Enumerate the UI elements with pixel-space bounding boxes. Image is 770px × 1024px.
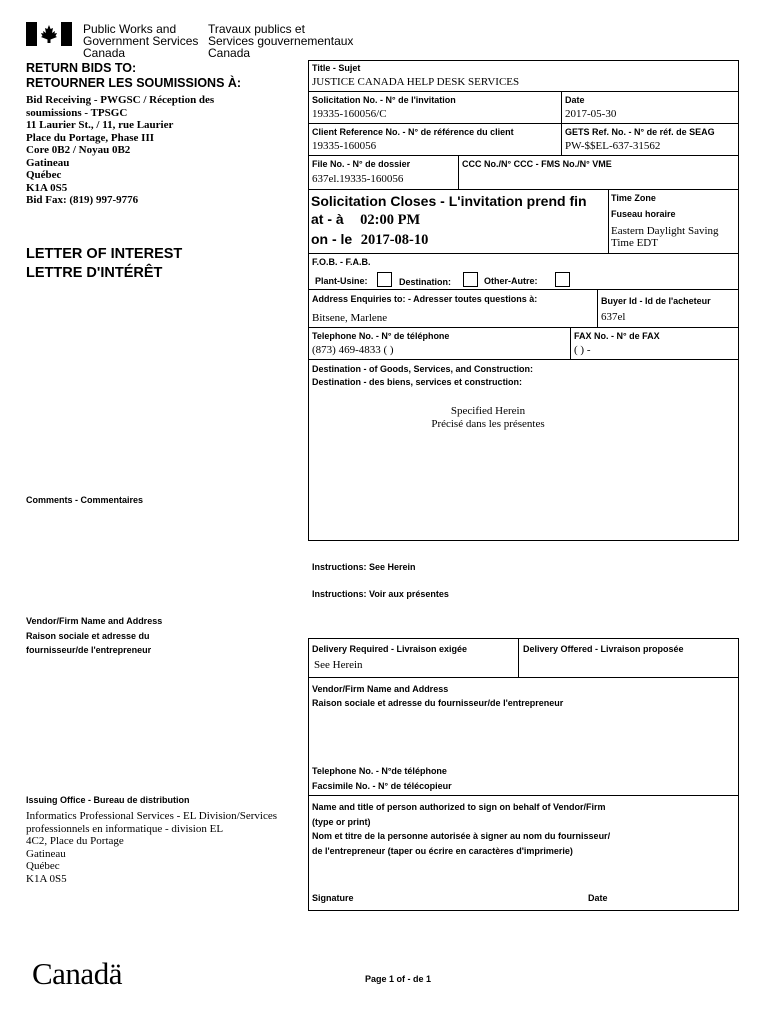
department-name-fr (208, 23, 353, 59)
dept-fr-line: Canada (208, 46, 251, 60)
authorized-signer-line: (type or print) (312, 816, 371, 827)
address-line: soumissions - TPSGC (26, 106, 128, 119)
destination-goods-value (308, 405, 668, 431)
other-checkbox[interactable] (555, 272, 570, 287)
return-bids-address (26, 94, 214, 207)
gets-value: PW-$$EL-637-31562 (565, 140, 661, 152)
other-label: Other-Autre: (484, 276, 538, 286)
return-bids-title-en: RETURN BIDS TO: (26, 61, 137, 75)
issuing-office-address (26, 810, 277, 885)
timezone-value-line: Eastern Daylight Saving (611, 225, 719, 237)
vendor-firm-label (26, 614, 162, 658)
issuing-office-line: Québec (26, 860, 60, 872)
file-label: File No. - N° de dossier (312, 159, 411, 169)
document-title-fr: LETTRE D'INTÉRÊT (26, 265, 163, 281)
comments-label: Comments - Commentaires (26, 495, 144, 505)
vendor-firm-label-line: Vendor/Firm Name and Address (26, 616, 163, 626)
vendor-firm-label-line: fournisseur/de l'entrepreneur (26, 645, 152, 655)
bid-fax: Bid Fax: (819) 997-9776 (26, 194, 139, 206)
address-enquiries-value: Bitsene, Marlene (312, 312, 388, 324)
department-name-en (83, 23, 198, 59)
canada-wordmark: Canadä (32, 956, 122, 991)
title-value: JUSTICE CANADA HELP DESK SERVICES (312, 76, 520, 88)
issuing-office-label: Issuing Office - Bureau de distribution (26, 795, 190, 805)
telephone-label: Telephone No. - N° de téléphone (312, 331, 450, 341)
fob-label: F.O.B. - F.A.B. (312, 257, 371, 267)
address-line: Gatineau (26, 156, 70, 169)
instructions-en: Instructions: See Herein (312, 562, 416, 572)
closes-date-value: 2017-08-10 (360, 232, 429, 248)
return-bids-title-fr: RETOURNER LES SOUMISSIONS À: (26, 76, 242, 90)
solicitation-value: 19335-160056/C (312, 108, 387, 120)
issuing-office-line: Informatics Professional Services - EL Division/Services (26, 810, 278, 822)
closes-title: Solicitation Closes - L'invitation prend fin (311, 193, 587, 209)
issuing-office-line: 4C2, Place du Portage (26, 835, 124, 847)
buyer-label: Buyer Id - Id de l'acheteur (601, 296, 711, 306)
delivery-required-value: See Herein (314, 659, 363, 671)
closes-on-label: on - le (311, 231, 353, 247)
authorized-signer-line: Name and title of person authorized to sign on behalf of Vendor/Firm (312, 802, 606, 812)
authorized-signer-label (312, 800, 610, 858)
dept-en-line: Government Services (83, 34, 199, 48)
vendor-name-address-label-fr: Raison sociale et adresse du fournisseur/de l'entrepreneur (312, 698, 564, 708)
delivery-offered-label: Delivery Offered - Livraison proposée (523, 644, 684, 654)
address-line: Bid Receiving - PWGSC / Réception des (26, 94, 215, 106)
vendor-name-address-label-en: Vendor/Firm Name and Address (312, 684, 449, 694)
address-line: Place du Portage, Phase III (26, 131, 155, 144)
authorized-signer-line: Nom et titre de la personne autorisée à signer au nom du fournisseur/ (312, 831, 611, 841)
dept-fr-line: Services gouvernementaux (208, 34, 354, 48)
canada-flag-icon (26, 22, 72, 46)
client-ref-label: Client Reference No. - N° de référence du client (312, 127, 514, 137)
destination-goods-value-fr: Précisé dans les présentes (431, 418, 545, 430)
plant-label: Plant-Usine: (315, 276, 368, 286)
fax-value: ( ) - (574, 344, 591, 356)
page-number: Page 1 of - de 1 (365, 974, 432, 984)
file-value: 637el.19335-160056 (312, 173, 404, 185)
vendor-facsimile-label: Facsimile No. - N° de télécopieur (312, 781, 452, 791)
destination-goods-label-fr: Destination - des biens, services et construction: (312, 377, 523, 387)
signature-label: Signature (312, 893, 354, 903)
plant-checkbox[interactable] (377, 272, 392, 287)
signature-date-label: Date (588, 893, 608, 903)
dept-en-line: Public Works and (83, 22, 177, 36)
address-line: K1A 0S5 (26, 181, 68, 194)
date-label: Date (565, 95, 585, 105)
address-line: 11 Laurier St., / 11, rue Laurier (26, 119, 174, 131)
document-title (26, 245, 182, 283)
telephone-value: (873) 469-4833 ( ) (312, 344, 394, 356)
buyer-value: 637el (601, 311, 626, 323)
address-line: Core 0B2 / Noyau 0B2 (26, 144, 131, 156)
authorized-signer-line: de l'entrepreneur (taper ou écrire en caractères d'imprimerie) (312, 845, 573, 856)
dept-en-line: Canada (83, 46, 126, 60)
destination-goods-label-en: Destination - of Goods, Services, and Construction: (312, 364, 534, 374)
timezone-value-line: Time EDT (611, 237, 658, 249)
vendor-firm-label-line: Raison sociale et adresse du (26, 630, 150, 641)
ccc-label: CCC No./N° CCC - FMS No./N° VME (462, 159, 612, 169)
address-line: Québec (26, 169, 62, 181)
timezone-value (611, 225, 719, 249)
client-ref-value: 19335-160056 (312, 140, 377, 152)
fax-label: FAX No. - N° de FAX (574, 331, 660, 341)
gets-label: GETS Ref. No. - N° de réf. de SEAG (565, 127, 715, 137)
address-enquiries-label: Address Enquiries to: - Adresser toutes questions à: (312, 294, 538, 304)
document-title-en: LETTER OF INTEREST (26, 246, 183, 262)
destination-goods-label (312, 363, 533, 389)
closes-time-value: 02:00 PM (360, 212, 421, 228)
timezone-label: Time Zone (611, 193, 656, 203)
vendor-telephone-label: Telephone No. - N°de téléphone (312, 766, 447, 776)
destination-checkbox[interactable] (463, 272, 478, 287)
issuing-office-line: K1A 0S5 (26, 872, 67, 885)
destination-goods-value-en: Specified Herein (450, 405, 526, 417)
timezone-label-fr: Fuseau horaire (611, 209, 676, 219)
issuing-office-line: Gatineau (26, 847, 66, 860)
dept-fr-line: Travaux publics et (208, 22, 305, 36)
delivery-required-label: Delivery Required - Livraison exigée (312, 644, 468, 654)
vendor-name-address-label (312, 682, 563, 710)
issuing-office-line: professionnels en informatique - division EL (26, 822, 224, 835)
return-bids-title (26, 61, 241, 91)
closes-time-row (311, 211, 420, 229)
closes-date-row (311, 231, 428, 249)
date-value: 2017-05-30 (565, 108, 617, 120)
instructions-fr: Instructions: Voir aux présentes (312, 589, 449, 599)
title-label: Title - Sujet (312, 63, 361, 73)
destination-label: Destination: (399, 277, 452, 287)
solicitation-label: Solicitation No. - N° de l'invitation (312, 95, 456, 105)
closes-at-label: at - à (311, 211, 344, 227)
